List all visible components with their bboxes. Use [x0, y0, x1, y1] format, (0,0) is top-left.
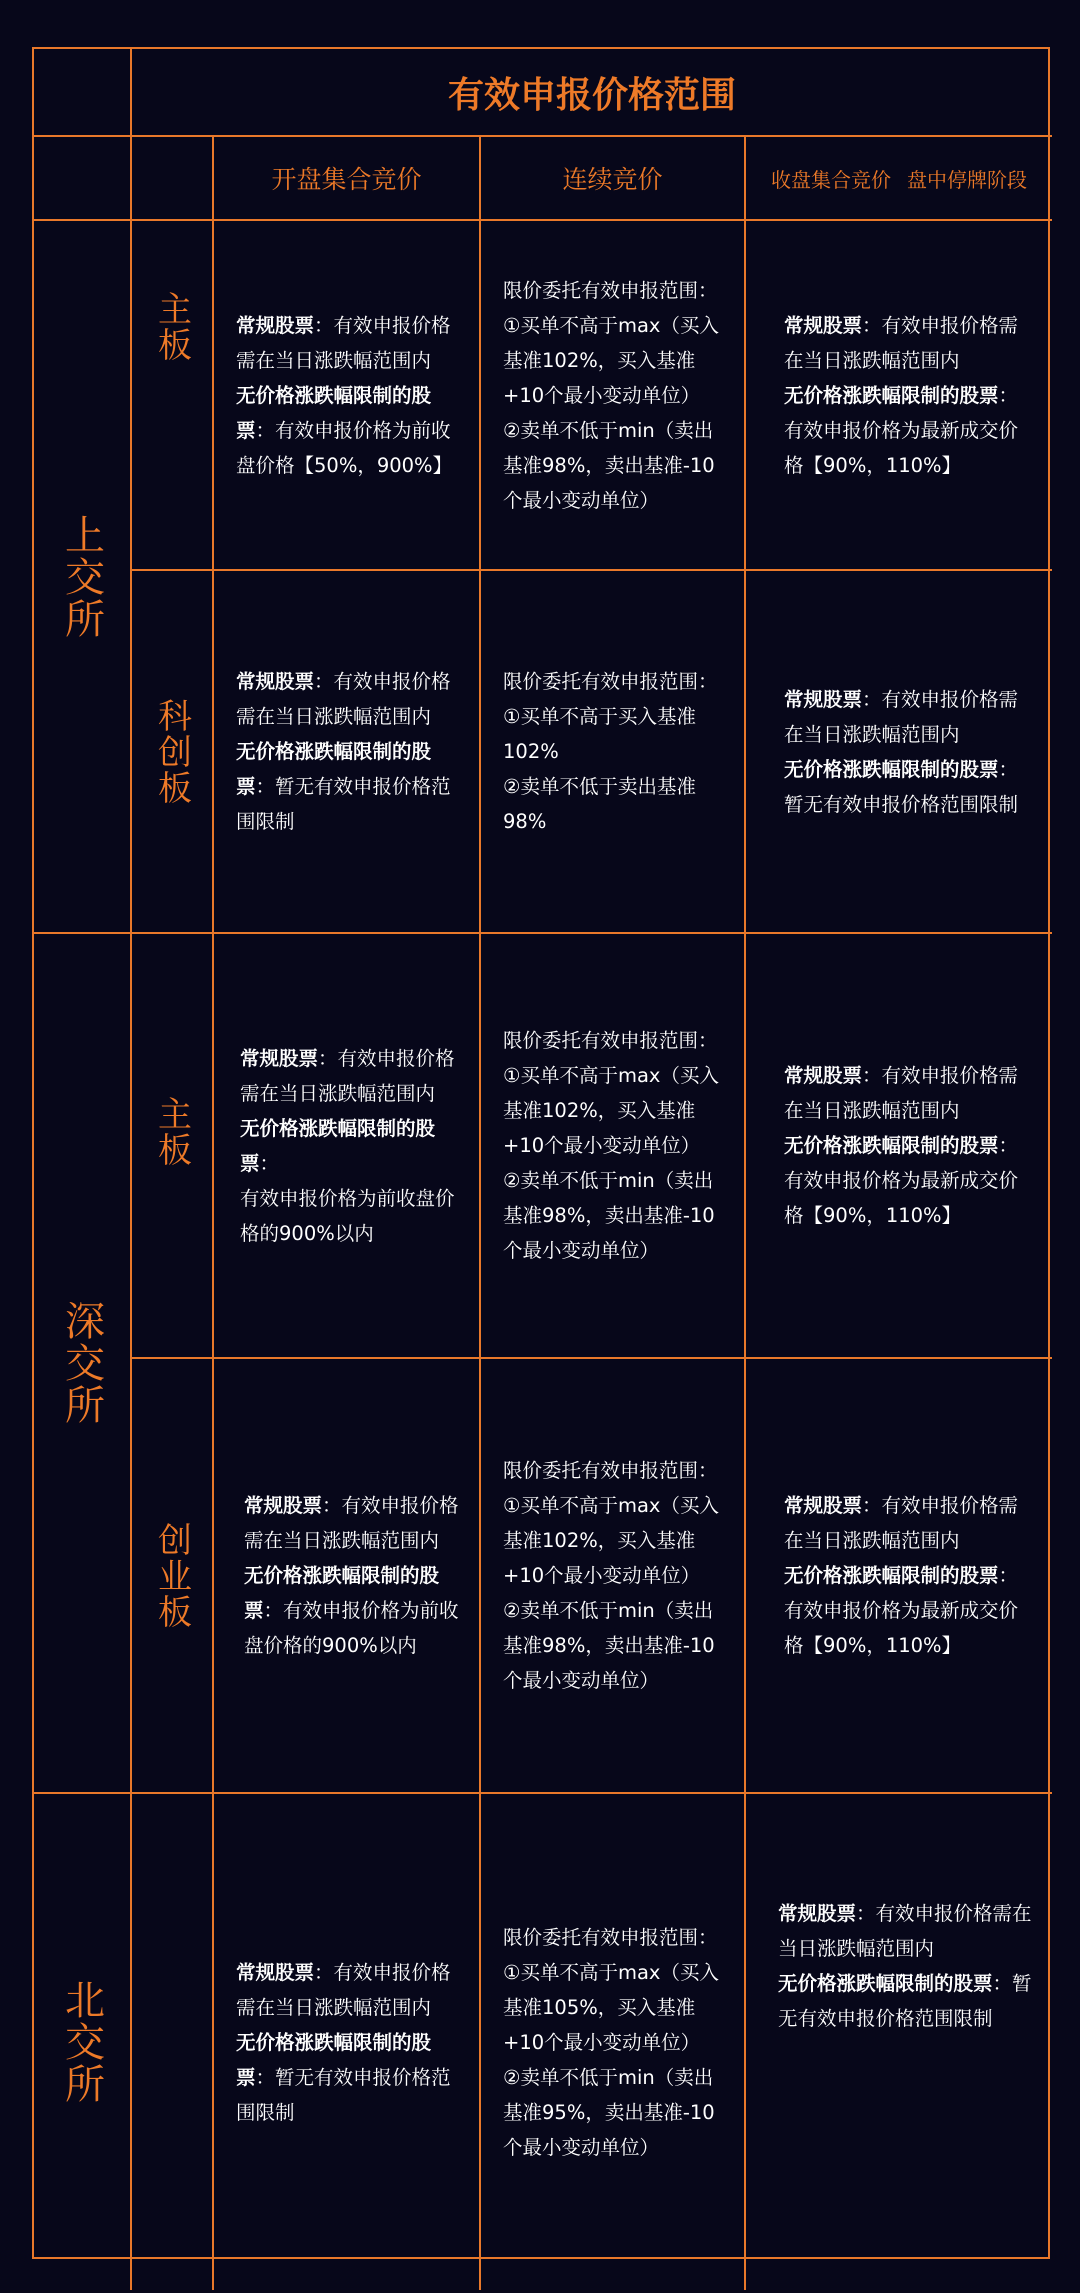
rule-line: 无价格涨跌幅限制的股票：暂无有效申报价格范围限制: [236, 2030, 451, 2124]
rule-cell-open: [214, 571, 481, 934]
board-label-bj-blank: [132, 1794, 214, 2290]
rule-line: 无价格涨跌幅限制的股票：有效申报价格为前收盘价格【50%，900%】: [236, 383, 453, 477]
rule-line: 无价格涨跌幅限制的股票：有效申报价格为最新成交价格【90%，110%】: [784, 1564, 1019, 1657]
rule-cell-continuous: [481, 571, 746, 934]
rule-line: 无价格涨跌幅限制的股票：暂无有效申报价格范围限制: [784, 757, 1019, 816]
board-label-sz-gem: [132, 1359, 214, 1794]
rule-cell-close: [746, 934, 1052, 1359]
rule-line: 常规股票：有效申报价格需在当日涨跌幅范围内: [236, 313, 451, 372]
rule-line: ②卖单不低于min（卖出基准98%，卖出基准-10个最小变动单位）: [503, 418, 715, 512]
table-title: 有效申报价格范围: [132, 49, 1052, 137]
board-name-sh-star: 科创板: [151, 697, 192, 806]
rule-line: 有效申报价格为前收盘价格的900%以内: [240, 1186, 455, 1245]
rule-line: 无价格涨跌幅限制的股票：: [240, 1116, 436, 1175]
rule-line: ①买单不高于max（买入基准102%，买入基准+10个最小变动单位）: [503, 313, 719, 407]
rule-line: 无价格涨跌幅限制的股票：暂无有效申报价格范围限制: [236, 740, 451, 833]
rule-line: 常规股票：有效申报价格需在当日涨跌幅范围内: [784, 1494, 1019, 1552]
rule-line: 无价格涨跌幅限制的股票：暂无有效申报价格范围限制: [778, 1972, 1032, 2030]
board-name-sh-main: 主板: [151, 291, 192, 363]
rule-line: 常规股票：有效申报价格需在当日涨跌幅范围内: [240, 1046, 455, 1105]
rule-cell-continuous: [481, 221, 746, 571]
rule-line: 常规股票：有效申报价格需在当日涨跌幅范围内: [784, 313, 1019, 372]
column-header-close-auction: 收盘集合竞价: [771, 167, 891, 192]
price-range-table: [32, 47, 1050, 2259]
rule-cell-close: [746, 1794, 1052, 2290]
rule-cell-open: [214, 934, 481, 1359]
rule-line: ②卖单不低于min（卖出基准98%，卖出基准-10个最小变动单位）: [503, 1169, 715, 1262]
rule-line: 限价委托有效申报范围：: [503, 670, 718, 693]
rule-cell-open: [214, 221, 481, 571]
column-header-open-auction: 开盘集合竞价: [214, 137, 481, 221]
rule-cell-close: [746, 1359, 1052, 1794]
rule-cell-continuous: [481, 1359, 746, 1794]
rule-line: ②卖单不低于min（卖出基准95%，卖出基准-10个最小变动单位）: [503, 2065, 715, 2159]
exchange-name-sz: 深交所: [58, 1300, 105, 1426]
board-label-sz-main: [132, 934, 214, 1359]
exchange-name-sh: 上交所: [58, 513, 105, 640]
rule-line: ②卖单不低于min（卖出基准98%，卖出基准-10个最小变动单位）: [503, 1599, 715, 1692]
exchange-label-bj: [34, 1794, 132, 2290]
column-header-trading-halt: 盘中停牌阶段: [907, 167, 1027, 192]
exchange-label-sz: [34, 934, 132, 1794]
rule-cell-continuous: [481, 934, 746, 1359]
rule-cell-open: [214, 1359, 481, 1794]
rule-line: 常规股票：有效申报价格需在当日涨跌幅范围内: [236, 670, 451, 728]
rule-line: 常规股票：有效申报价格需在当日涨跌幅范围内: [784, 1064, 1019, 1122]
column-header-continuous-auction: 连续竞价: [481, 137, 746, 221]
rule-line: 限价委托有效申报范围：: [503, 278, 718, 302]
rule-line: ①买单不高于买入基准102%: [503, 705, 696, 763]
rule-cell-close: [746, 571, 1052, 934]
rule-line: 限价委托有效申报范围：: [503, 1459, 718, 1482]
rule-line: ①买单不高于max（买入基准102%，买入基准+10个最小变动单位）: [503, 1064, 719, 1157]
rule-line: ②卖单不低于卖出基准98%: [503, 775, 696, 833]
board-name-sz-main: 主板: [151, 1096, 192, 1168]
rule-line: 限价委托有效申报范围：: [503, 1029, 718, 1052]
rule-cell-close: [746, 221, 1052, 571]
rule-line: 常规股票：有效申报价格需在当日涨跌幅范围内: [236, 1960, 451, 2019]
exchange-name-bj: 北交所: [58, 1979, 105, 2105]
board-label-sh-star: [132, 571, 214, 934]
rule-line: 常规股票：有效申报价格需在当日涨跌幅范围内: [784, 687, 1019, 746]
rule-line: ①买单不高于max（买入基准105%，买入基准+10个最小变动单位）: [503, 1960, 719, 2054]
rule-line: 常规股票：有效申报价格需在当日涨跌幅范围内: [778, 1902, 1032, 1960]
rule-cell-continuous: [481, 1794, 746, 2290]
rule-line: 常规股票：有效申报价格需在当日涨跌幅范围内: [244, 1494, 459, 1552]
rule-line: ①买单不高于max（买入基准102%，买入基准+10个最小变动单位）: [503, 1494, 719, 1587]
rule-line: 无价格涨跌幅限制的股票：有效申报价格为最新成交价格【90%，110%】: [784, 383, 1019, 477]
rule-line: 限价委托有效申报范围：: [503, 1925, 718, 1949]
board-label-sh-main: [132, 221, 214, 571]
rule-cell-open: [214, 1794, 481, 2290]
rule-line: 无价格涨跌幅限制的股票：有效申报价格为前收盘价格的900%以内: [244, 1564, 459, 1657]
header-blank-exchange: [34, 137, 132, 221]
column-header-close-halt: [746, 137, 1052, 221]
corner-cell: [34, 49, 132, 137]
rule-line: 无价格涨跌幅限制的股票：有效申报价格为最新成交价格【90%，110%】: [784, 1134, 1019, 1227]
header-blank-board: [132, 137, 214, 221]
exchange-label-sh: [34, 221, 132, 934]
board-name-sz-gem: 创业板: [151, 1521, 192, 1630]
